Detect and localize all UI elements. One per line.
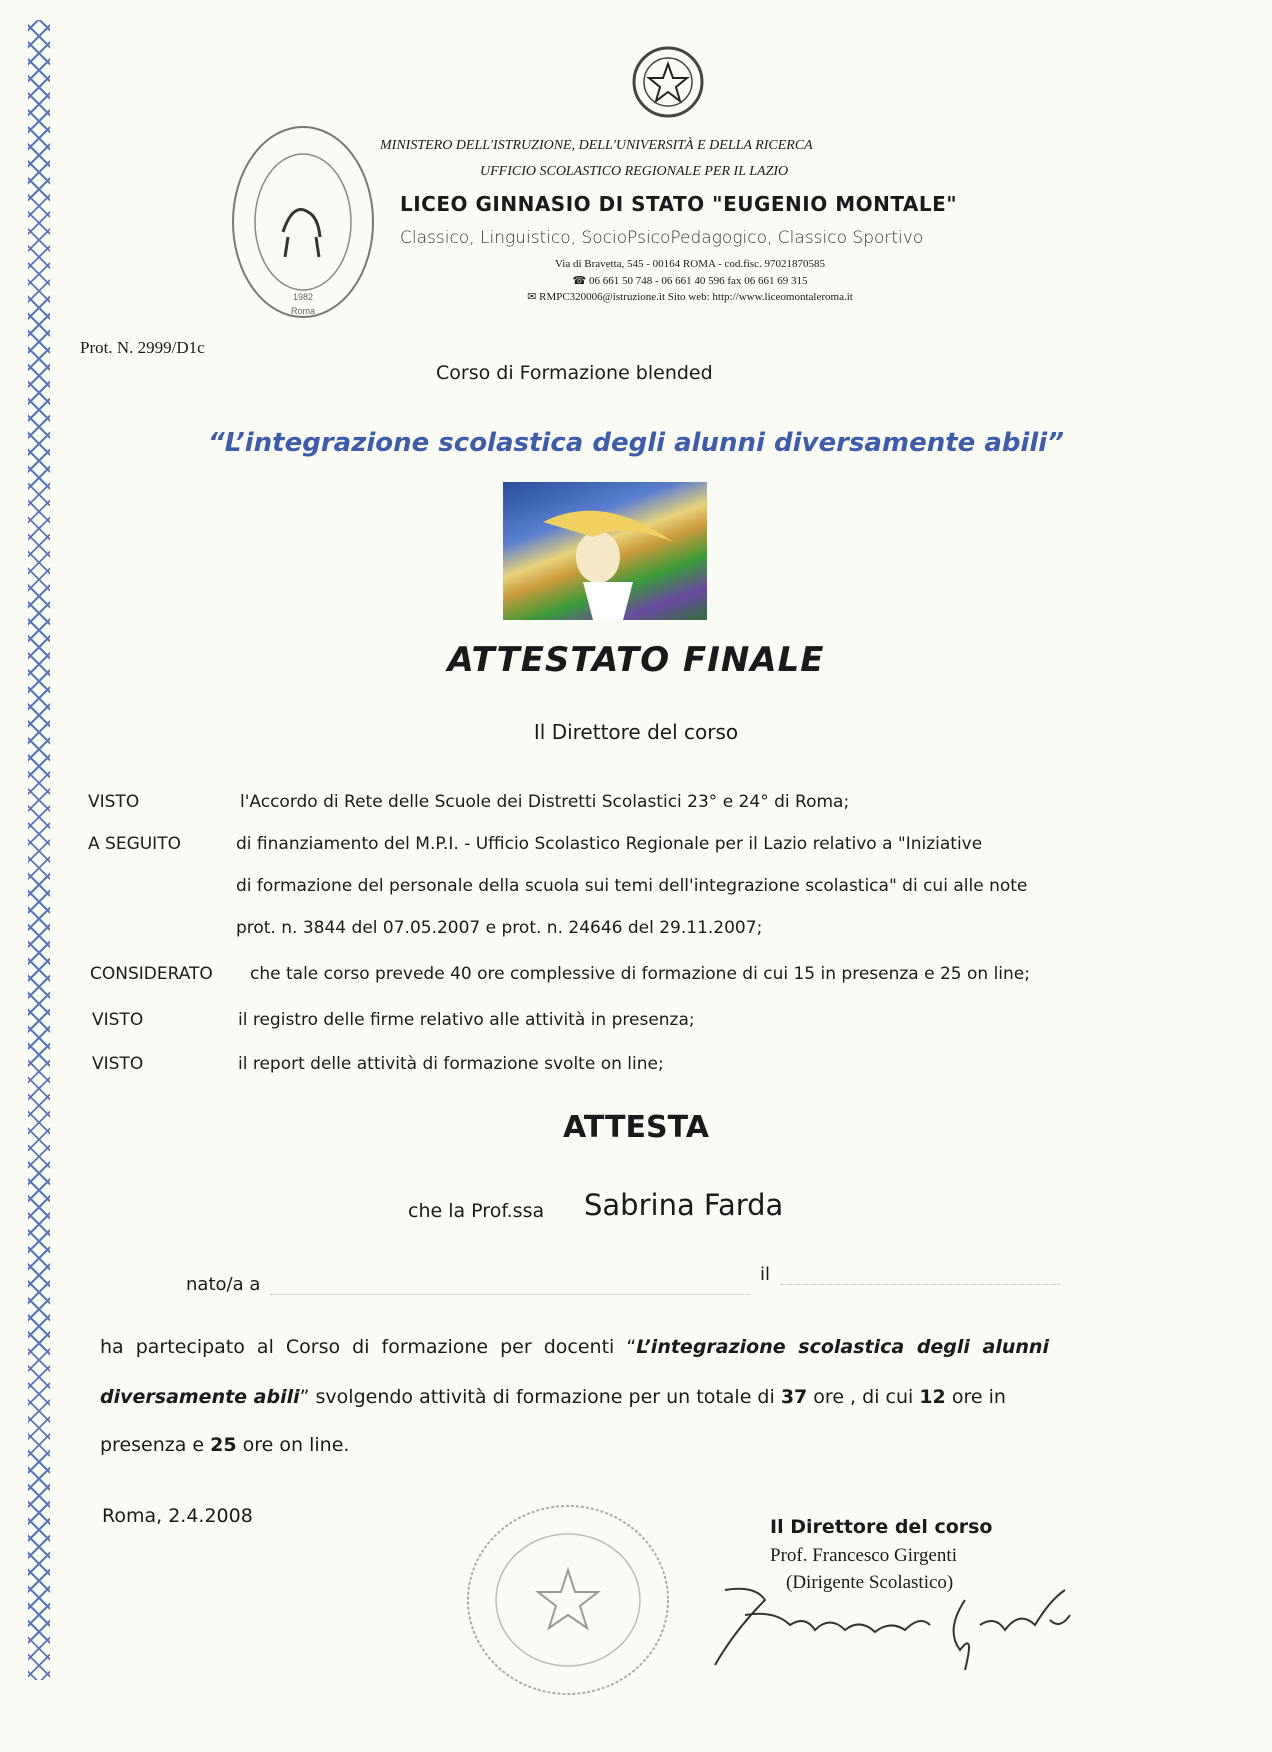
clause-label: VISTO: [88, 792, 140, 812]
total-hours: 37: [780, 1386, 808, 1408]
italian-republic-emblem: [628, 42, 708, 122]
school-seal: [228, 122, 378, 322]
clause-label: VISTO: [92, 1010, 144, 1030]
recipient-prefix: che la Prof.ssa: [408, 1200, 545, 1222]
presence-hours: 12: [919, 1386, 946, 1408]
place-date: Roma, 2.4.2008: [102, 1505, 253, 1527]
clause-text: prot. n. 3844 del 07.05.2007 e prot. n. 24646 del 29.11.2007;: [236, 918, 763, 938]
course-title: “L’integrazione scolastica degli alunni diversamente abili”: [208, 428, 1064, 458]
body-text: presenza e: [100, 1434, 211, 1456]
recipient-name: Sabrina Farda: [584, 1188, 784, 1222]
issuer-heading: Il Direttore del corso: [533, 720, 739, 744]
birth-date-label: il: [760, 1264, 771, 1285]
clause-text: l'Accordo di Rete delle Scuole dei Distretti Scolastici 23° e 24° di Roma;: [240, 792, 850, 812]
signatory-name: Prof. Francesco Girgenti: [770, 1545, 957, 1566]
body-line-1: [100, 1336, 1100, 1358]
school-email-web: ✉ RMPC320006@istruzione.it Sito web: http://www.liceomontaleroma.it: [527, 291, 853, 303]
school-tracks: Classico, Linguistico, SocioPsicoPedagogico, Classico Sportivo: [400, 228, 924, 248]
handwritten-signature: [695, 1570, 1085, 1680]
body-text: ha partecipato al Corso di formazione per docenti “: [100, 1336, 637, 1358]
clause-text: il registro delle firme relativo alle attività in presenza;: [238, 1010, 695, 1030]
clause-text: di formazione del personale della scuola sui temi dell'integrazione scolastica" di cui alle note: [236, 876, 1028, 896]
body-line-3: [100, 1434, 1100, 1456]
body-text: ore in: [945, 1386, 1006, 1408]
clause-label: VISTO: [92, 1054, 144, 1074]
signatory-role: Il Direttore del corso: [770, 1516, 993, 1538]
svg-text:1982: 1982: [292, 292, 314, 302]
school-name: LICEO GINNASIO DI STATO "EUGENIO MONTALE": [400, 192, 958, 216]
ministry-name: MINISTERO DELL'ISTRUZIONE, DELL'UNIVERSITÀ E DELLA RICERCA: [380, 138, 813, 153]
protocol-number: Prot. N. 2999/D1c: [80, 338, 205, 357]
clause-text: il report delle attività di formazione svolte on line;: [238, 1054, 664, 1074]
decorative-border: [28, 20, 50, 1680]
official-stamp: [462, 1500, 674, 1700]
birth-place-line: [270, 1294, 750, 1295]
body-course-title: L’integrazione scolastica degli alunni: [636, 1336, 1049, 1358]
clause-text: che tale corso prevede 40 ore complessive di formazione di cui 15 in presenza e 25 on line;: [250, 964, 1030, 984]
regional-office: UFFICIO SCOLASTICO REGIONALE PER IL LAZIO: [480, 164, 789, 179]
course-illustration: [503, 482, 707, 620]
signatory-title: (Dirigente Scolastico): [786, 1572, 954, 1593]
clause-label: CONSIDERATO: [90, 964, 213, 984]
svg-text:Roma: Roma: [290, 306, 316, 316]
birth-date-line: [780, 1284, 1060, 1285]
online-hours: 25: [210, 1434, 237, 1456]
body-text: ” svolgendo attività di formazione per un totale di: [299, 1386, 781, 1408]
clause-text: di finanziamento del M.P.I. - Ufficio Scolastico Regionale per il Lazio relativo a "Iniziative: [236, 834, 983, 854]
school-phone: ☎ 06 661 50 748 - 06 661 40 596 fax 06 661 69 315: [572, 275, 808, 287]
course-type: Corso di Formazione blended: [436, 362, 713, 384]
body-text: ore on line.: [236, 1434, 350, 1456]
clause-label: A SEGUITO: [88, 834, 181, 854]
document-title: ATTESTATO FINALE: [447, 640, 825, 680]
body-text: ore , di cui: [807, 1386, 920, 1408]
birth-place-label: nato/a a: [186, 1274, 261, 1295]
school-address: Via di Bravetta, 545 - 00164 ROMA - cod.fisc. 97021870585: [554, 258, 826, 270]
attesta-heading: ATTESTA: [563, 1110, 709, 1145]
body-course-title: diversamente abili: [100, 1386, 300, 1408]
body-line-2: [100, 1386, 1100, 1408]
